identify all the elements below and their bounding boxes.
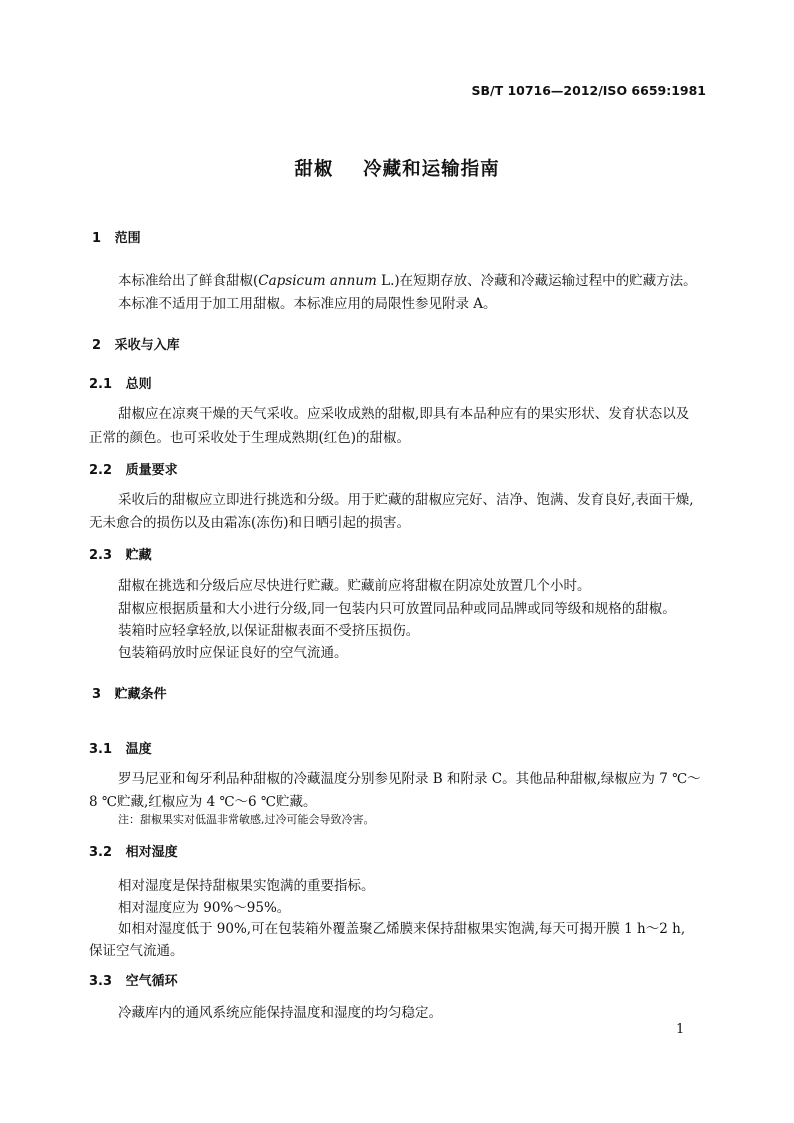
page-number: 1 (676, 1022, 685, 1037)
subsection-heading-quality: 2.2 质量要求 (89, 463, 178, 478)
standard-code: SB/T 10716—2012/ISO 6659:1981 (471, 83, 706, 98)
temperature-line-1: 罗马尼亚和匈牙利品种甜椒的冷藏温度分别参见附录 B 和附录 C。其他品种甜椒,绿椒应为 7 ℃～ (118, 771, 701, 787)
temperature-note: 注：甜椒果实对低温非常敏感,过冷可能会导致冷害。 (118, 813, 375, 826)
general-line-2: 正常的颜色。也可采收处于生理成熟期(红色)的甜椒。 (89, 430, 411, 446)
subsection-heading-humidity: 3.2 相对湿度 (89, 845, 178, 860)
scope-paragraph-1 (118, 269, 697, 289)
subsection-heading-storage: 2.3 贮藏 (89, 548, 152, 563)
general-line-1: 甜椒应在凉爽干燥的天气采收。应采收成熟的甜椒,即具有本品种应有的果实形状、发育状态以及 (118, 406, 690, 422)
humidity-paragraph-3-line-1: 如相对湿度低于 90%,可在包装箱外覆盖聚乙烯膜来保持甜椒果实饱满,每天可揭开膜 1 h～2 h, (118, 921, 686, 937)
scientific-name: Capsicum annum (258, 273, 377, 289)
subsection-heading-general: 2.1 总则 (89, 377, 152, 392)
storage-paragraph-4: 包装箱码放时应保证良好的空气流通。 (118, 645, 348, 661)
section-heading-harvest: 2 采收与入库 (92, 338, 180, 353)
document-title: 甜椒 冷藏和运输指南 (294, 159, 500, 180)
quality-line-2: 无未愈合的损伤以及由霜冻(冻伤)和日晒引起的损害。 (89, 515, 411, 531)
section-heading-scope: 1 范围 (92, 231, 141, 246)
storage-paragraph-1: 甜椒在挑选和分级后应尽快进行贮藏。贮藏前应将甜椒在阴凉处放置几个小时。 (118, 578, 591, 594)
scope-text-after: L.)在短期存放、冷藏和冷藏运输过程中的贮藏方法。 (376, 273, 697, 289)
quality-line-1: 采收后的甜椒应立即进行挑选和分级。用于贮藏的甜椒应完好、洁净、饱满、发育良好,表面干燥, (118, 492, 694, 508)
subsection-heading-temperature: 3.1 温度 (89, 742, 152, 757)
temperature-line-2: 8 ℃贮藏,红椒应为 4 ℃～6 ℃贮藏。 (89, 794, 317, 810)
scope-paragraph-2: 本标准不适用于加工用甜椒。本标准应用的局限性参见附录 A。 (118, 296, 497, 312)
scope-text-before: 本标准给出了鲜食甜椒( (118, 273, 259, 289)
humidity-paragraph-1: 相对湿度是保持甜椒果实饱满的重要指标。 (118, 878, 375, 894)
storage-paragraph-2: 甜椒应根据质量和大小进行分级,同一包装内只可放置同品种或同品牌或同等级和规格的甜椒。 (118, 601, 676, 617)
humidity-paragraph-2: 相对湿度应为 90%～95%。 (118, 900, 291, 916)
storage-paragraph-3: 装箱时应轻拿轻放,以保证甜椒表面不受挤压损伤。 (118, 623, 420, 639)
air-circulation-paragraph: 冷藏库内的通风系统应能保持温度和湿度的均匀稳定。 (118, 1005, 442, 1021)
humidity-paragraph-3-line-2: 保证空气流通。 (89, 943, 184, 959)
subsection-heading-air-circulation: 3.3 空气循环 (89, 974, 178, 989)
section-heading-conditions: 3 贮藏条件 (92, 687, 167, 702)
